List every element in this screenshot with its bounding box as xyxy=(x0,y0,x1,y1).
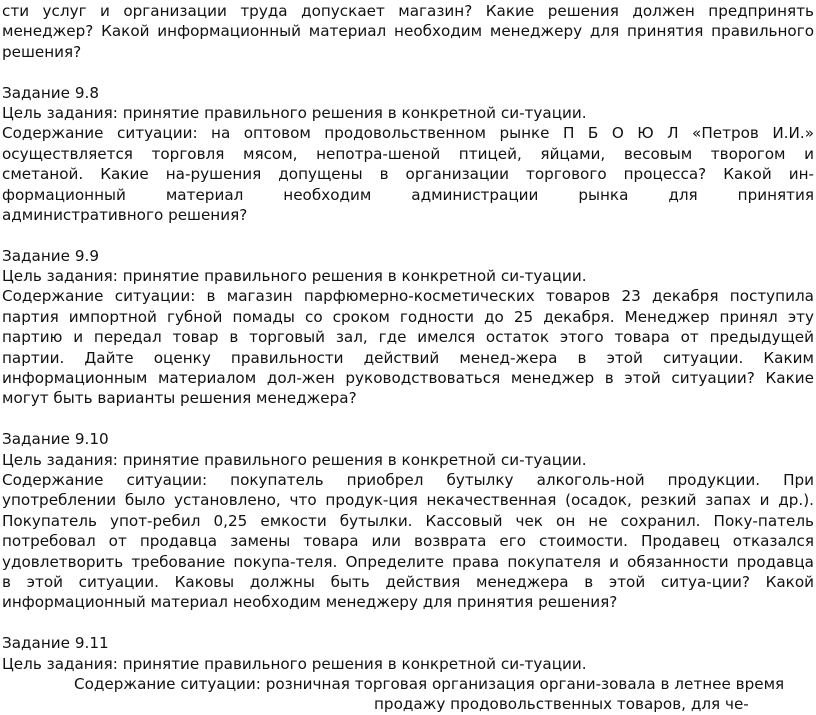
text-line: партию и передал товар в торговый зал, где имелся остаток этого товара от предыдущей xyxy=(2,328,814,347)
task-9-11 xyxy=(2,633,814,715)
task-9-9 xyxy=(2,246,814,409)
task-heading: Задание 9.11 xyxy=(2,634,109,653)
task-9-8 xyxy=(2,83,814,226)
text-line: потребовал от продавца замены товара или возврата его стоимости. Продавец отказался xyxy=(2,532,814,551)
blank-line xyxy=(2,613,814,633)
task-heading: Задание 9.9 xyxy=(2,246,99,265)
task-goal: Цель задания: принятие правильного решения в конкретной си-туации. xyxy=(2,103,587,122)
text-line: Содержание ситуации: розничная торговая организация органи-зовала в летнее время xyxy=(74,674,785,693)
text-line: информационным материалом дол-жен руководствоваться менеджер в этой ситуации? Какие xyxy=(2,369,814,388)
text-line: менеджер? Какой информационный материал необходим менеджеру для принятия правильного xyxy=(2,22,814,41)
text-line: формационный материал необходим администрации рынка для принятия xyxy=(2,185,814,204)
task-goal: Цель задания: принятие правильного решения в конкретной си-туации. xyxy=(2,654,587,673)
text-line: информационный материал необходим менеджеру для принятия решения? xyxy=(2,593,618,612)
blank-line xyxy=(2,225,814,245)
document-page xyxy=(2,1,814,715)
text-line: административного решения? xyxy=(2,205,248,224)
text-line: могут быть варианты решения менеджера? xyxy=(2,389,357,408)
intro-paragraph xyxy=(2,1,814,62)
text-line: осуществляется торговля мясом, непотра-шеной птицей, яйцами, весовым творогом и xyxy=(2,144,814,163)
task-goal: Цель задания: принятие правильного решения в конкретной си-туации. xyxy=(2,450,587,469)
task-goal: Цель задания: принятие правильного решения в конкретной си-туации. xyxy=(2,267,587,286)
text-line: Содержание ситуации: на оптовом продовольственном рынке П Б О Ю Л «Петров И.И.» xyxy=(2,124,814,143)
text-line: сметаной. Какие на-рушения допущены в организации торгового процесса? Какой ин- xyxy=(2,165,814,184)
text-line: партия импортной губной помады со сроком годности до 25 декабря. Менеджер принял эту xyxy=(2,307,814,326)
text-line: продажу продовольственных товаров, для че- xyxy=(374,695,749,714)
blank-line xyxy=(2,409,814,429)
text-line: партии. Дайте оценку правильности действий менед-жера в этой ситуации. Каким xyxy=(2,348,814,367)
text-line: решения? xyxy=(2,42,82,61)
text-line: Содержание ситуации: в магазин парфюмерно-косметических товаров 23 декабря поступила xyxy=(2,287,814,306)
task-heading: Задание 9.10 xyxy=(2,430,109,449)
text-line: сти услуг и организации труда допускает магазин? Какие решения должен предпринять xyxy=(2,2,814,20)
blank-line xyxy=(2,62,814,82)
task-9-10 xyxy=(2,429,814,613)
text-line: удовлетворить требование покупа-теля. Определите права покупателя и обязанности продавца xyxy=(2,552,814,571)
text-line: Содержание ситуации: покупатель приобрел бутылку алкоголь-ной продукции. При xyxy=(2,470,814,489)
text-line: Покупатель упот-ребил 0,25 емкости бутылки. Кассовый чек он не сохранил. Поку-патель xyxy=(2,511,814,530)
text-line: в этой ситуации. Каковы должны быть действия менеджера в этой ситуа-ции? Какой xyxy=(2,572,814,591)
task-heading: Задание 9.8 xyxy=(2,83,99,102)
text-line: употреблении было установлено, что продук-ция некачественная (осадок, резкий запах и др.). xyxy=(2,491,814,510)
